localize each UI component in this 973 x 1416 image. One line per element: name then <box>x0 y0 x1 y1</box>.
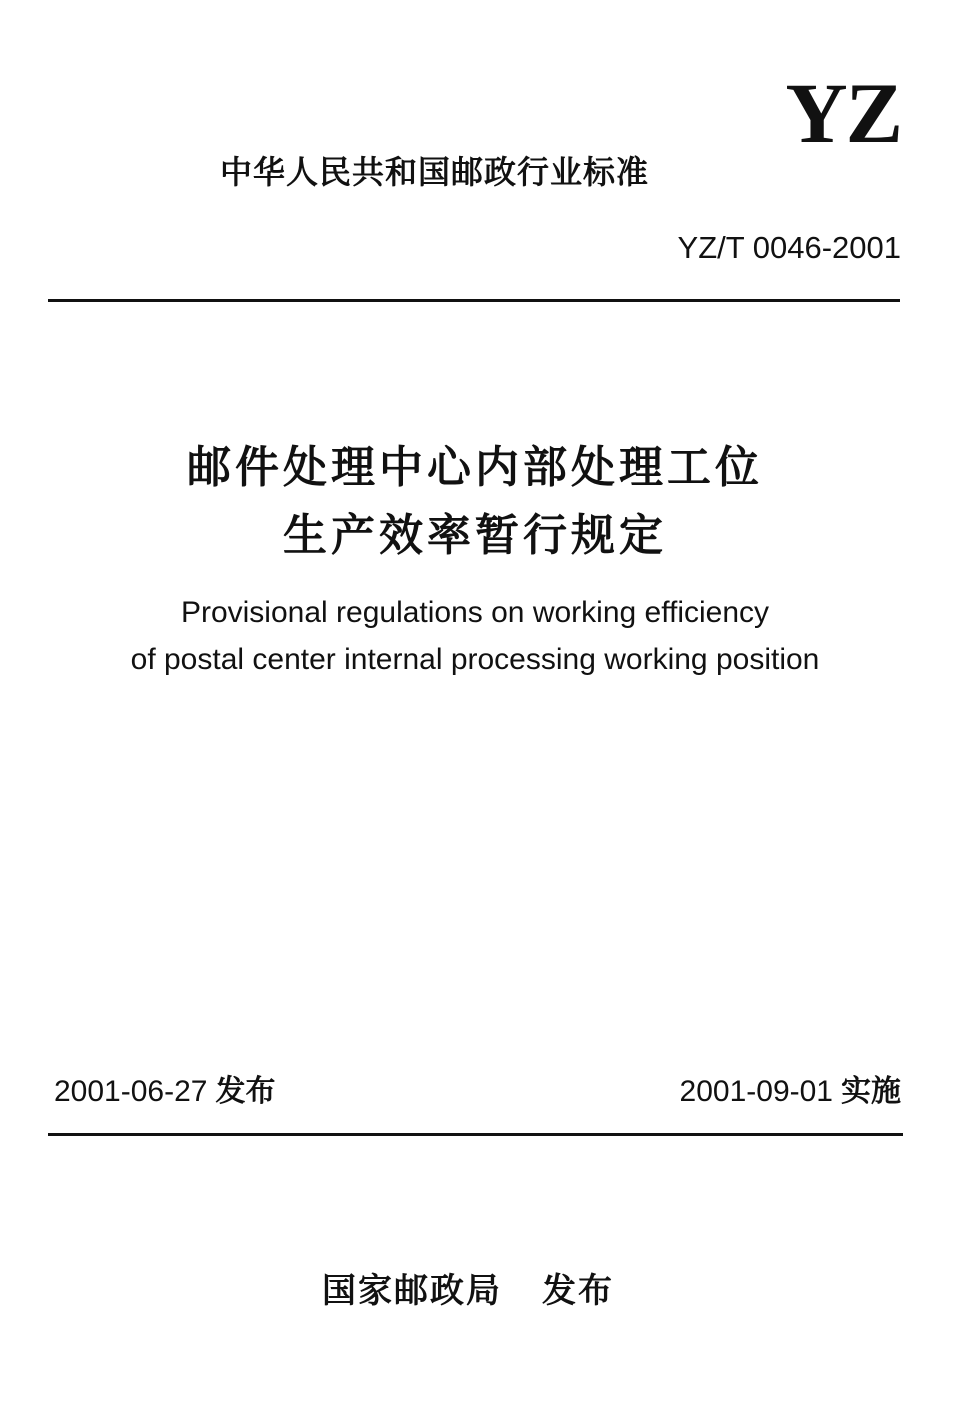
issue-date: 2001-06-27 <box>54 1075 208 1108</box>
english-title-line-1: Provisional regulations on working efficiency <box>180 596 770 629</box>
chinese-title-line-2: 生产效率暂行规定 <box>283 510 667 561</box>
implementation-date-block <box>679 1074 901 1109</box>
issue-date-block <box>54 1074 276 1109</box>
implementation-label: 实施 <box>841 1074 901 1109</box>
chinese-title-line-1: 邮件处理中心内部处理工位 <box>187 442 763 493</box>
implementation-date: 2001-09-01 <box>679 1075 833 1108</box>
english-title-line-2: of postal center internal processing working position <box>130 643 820 676</box>
standard-logo: YZ <box>785 65 901 161</box>
standard-number: YZ/T 0046-2001 <box>677 230 901 265</box>
top-divider <box>48 299 900 302</box>
industry-standard-title: 中华人民共和国邮政行业标准 <box>220 153 650 191</box>
publisher-name: 国家邮政局 <box>322 1271 502 1311</box>
bottom-divider <box>48 1133 903 1136</box>
publisher-action: 发布 <box>542 1271 614 1311</box>
issue-label: 发布 <box>215 1074 276 1109</box>
publisher-block <box>322 1271 614 1311</box>
